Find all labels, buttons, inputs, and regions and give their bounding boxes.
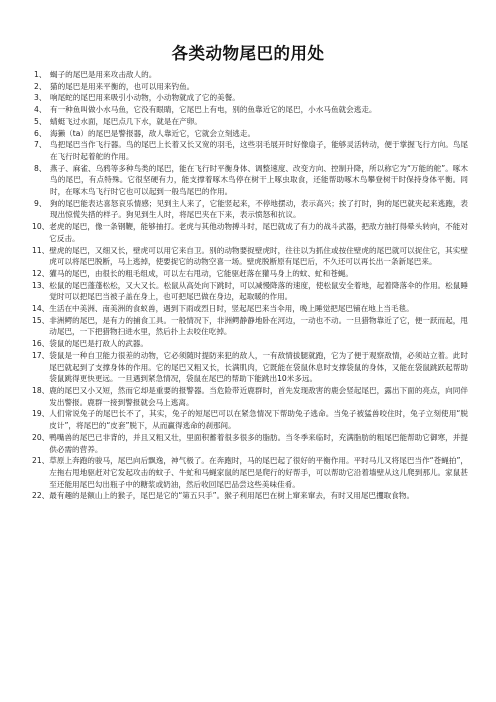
item-number: 15、 <box>32 315 50 325</box>
item-text: 燕子、麻雀、乌鸦等多种鸟类的尾巴，能在飞行时平衡身体、调整速度、改变方向、控制升降，所以称它为“万能的舵”。啄木鸟的尾巴，有点特殊。它很坚硬有力，能支撑着啄木鸟停在树干上啄虫取食，还能帮助啄木鸟攀登树干时保持身体平衡。同时，在啄木鸟飞行时它也可以起到一般鸟尾巴的作用。 <box>50 163 468 197</box>
item-text: 鸭嘴兽的尾巴已非背的，并且又粗又壮，里面积蓄着很多很多的脂肪。当冬季来临时，充满脂肪的粗尾巴能帮助它御寒，并提供必需的营养。 <box>49 432 468 454</box>
item-text: 人们常说兔子的尾巴长不了，其实，兔子的短尾巴可以在紧急情况下帮助兔子逃命。当兔子被猛兽咬住时，兔子立刻使用“脱皮计”，将尾巴的“皮套”脱下，从而赢得逃命的刹那间。 <box>49 409 468 431</box>
item-number: 14、 <box>32 304 50 314</box>
item-text: 草原上奔跑的骏马，尾巴向后飘逸，神气极了。在奔跑时，马的尾巴起了很好的平衡作用。平时马儿又将尾巴当作“苍蝇拍”，左拖右甩地驱赶对它发起攻击的蚊子、牛虻和马蝇家鼠的尾巴是爬行的好帮手，可以帮助它沿着墙壁从这儿爬到那儿。家鼠甚至还能用尾巴勾出瓶子中的糖浆或奶油，然后收回尾巴品尝这些美味佳肴。 <box>49 456 468 489</box>
item-number: 4、 <box>34 105 47 115</box>
list-item <box>34 69 468 81</box>
item-number: 19、 <box>32 409 50 419</box>
item-number: 16、 <box>32 339 50 349</box>
list-item <box>34 268 468 280</box>
item-number: 2、 <box>34 81 47 91</box>
list-item <box>34 490 468 502</box>
item-text: 有一种鱼叫做小水马鱼，它没有眼睛，它尾巴上有电，别的鱼靠近它的尾巴，小水马鱼就会逃走。 <box>50 105 377 115</box>
list-item <box>34 338 468 350</box>
list-item <box>34 385 468 408</box>
item-text: 鸟把尾巴当作飞行器。鸟的尾巴上长着又长又宽的羽毛，这些羽毛展开时好像扇子，能够灵活转动，便于掌握飞行方向。鸟尾在飞行时起着舵的作用。 <box>50 140 468 161</box>
item-number: 3、 <box>34 93 47 103</box>
list-item <box>34 245 468 268</box>
list-item <box>34 408 468 431</box>
item-text: 袋鼠是一种自卫能力很差的动物，它必须随时提防来犯的敌人，一有敌情拔腿就跑，它为了便于观察敌情，必须站立着。此时尾巴就起到了支撑身体的作用。它的尾巴又粗又长，长满肌肉，它既能在袋鼠休息时支撑袋鼠的身体，又能在袋鼠跳跃起帮助袋鼠跳得更快更远。一旦遇到紧急情况，袋鼠在尾巴的帮助下能跳出10米多远。 <box>49 350 468 384</box>
item-number: 21、 <box>32 456 50 466</box>
item-text: 非洲鳄的尾巴，是有力的捕食工具。一般情况下，非洲鳄静静地卧在河边，一动也不动。一旦猎物靠近了它，便一跃而起，甩动尾巴，一下把猎物扫进水里，然后扑上去咬住吃掉。 <box>49 315 468 337</box>
list-item <box>34 92 468 104</box>
item-text: 最有趣的是额山上的猴子，尾巴是它的“第五只手”。猴子利用尾巴在树上窜来窜去，有时又用尾巴攫取食物。 <box>49 491 415 501</box>
item-number: 22、 <box>32 491 50 501</box>
item-number: 7、 <box>34 140 47 150</box>
list-item <box>34 128 468 140</box>
item-text: 壁虎的尾巴，又细又长，壁虎可以用它来自卫。别的动物要捉壁虎时，往往以为抓住或按住壁虎的尾巴就可以捉住它，其实壁虎可以将尾巴脱断，马上逃掉，使要捉它的动物空喜一场。壁虎脱断原有尾巴后，不久还可以再长出一条新尾巴来。 <box>49 245 468 267</box>
list-item <box>34 163 468 198</box>
item-number: 12、 <box>32 268 50 278</box>
item-text: 松鼠的尾巴蓬蓬松松，又大又长。松鼠从高处向下跳时，可以减慢降落的速度，使松鼠安全着地，起着降落伞的作用。松鼠睡觉时可以把尾巴当被子盖在身上，也可把尾巴做在身边，起取暖的作用。 <box>49 280 468 302</box>
item-number: 18、 <box>32 385 50 395</box>
list-item <box>34 432 468 455</box>
item-text: 狗的尾巴能表达喜怒哀乐情感；见到主人来了，它能竖起来，不停地摆动，表示高兴；挨了打时，狗的尾巴就夹起来逃跑，表现出惊慌失措的样子。狗见到生人时，将尾巴夹在下来，表示愤怒和抗议。 <box>50 198 468 220</box>
list-item <box>34 455 468 490</box>
item-number: 20、 <box>32 432 50 442</box>
item-text: 海獭（ta）的尾巴是警报器，敌人靠近它，它就会立刻逃走。 <box>50 128 256 138</box>
item-text: 猫的尾巴是用来平衡的，也可以用来钓鱼。 <box>50 81 195 91</box>
item-text: 响尾蛇的尾巴用来吸引小动物，小动物就成了它的美餐。 <box>50 93 240 103</box>
list-item <box>34 198 468 221</box>
item-number: 9、 <box>34 198 47 208</box>
item-number: 17、 <box>32 350 50 360</box>
list-item <box>34 139 468 162</box>
item-number: 11、 <box>32 245 50 255</box>
item-text: 鹿的尾巴又小又短，然而它却是重要的报警器。当危险带近鹿群时，首先发现敌害的鹿会竖起尾巴，露出下面的亮点，向同伴发出警报。鹿群一接到警报就会马上逃离。 <box>49 385 468 407</box>
list-item <box>34 315 468 338</box>
item-number: 8、 <box>34 163 47 173</box>
list-item <box>34 104 468 116</box>
item-text: 獾马的尾巴，由很长的粗毛组成，可以左右甩动，它能驱赶落在獾马身上的蚊、虻和苍蝇。 <box>49 268 354 278</box>
list-item <box>34 221 468 244</box>
item-text: 老虎的尾巴，像一条钢鞭，能够抽打。老虎与其他动物搏斗时，尾巴就成了有力的战斗武器，把敌方抽打得晕头转向，不能对它反击。 <box>49 222 468 243</box>
list-item <box>34 81 468 93</box>
item-number: 1、 <box>34 70 47 79</box>
list-item <box>34 116 468 128</box>
list-item <box>34 350 468 385</box>
list-item <box>34 280 468 303</box>
item-text: 袋鼠的尾巴是打敌人的武器。 <box>49 339 148 349</box>
item-text: 生活在中美洲、南美洲的食蚁兽，遇到下雨或烈日时，竖起尾巴来当伞用，晚上睡觉把尾巴铺在地上当毛毯。 <box>49 304 414 314</box>
list-item <box>34 303 468 315</box>
item-number: 5、 <box>34 116 47 126</box>
item-text: 蝎子的尾巴是用来攻击敌人的。 <box>50 70 157 79</box>
item-number: 10、 <box>32 222 50 232</box>
document-title: 各类动物尾巴的用处 <box>171 44 325 63</box>
document-body <box>34 69 468 502</box>
item-number: 13、 <box>32 280 50 290</box>
item-number: 6、 <box>34 128 47 138</box>
item-text: 蜻蜓飞过水面，尾巴点几下水，就是在产卵。 <box>50 116 202 126</box>
